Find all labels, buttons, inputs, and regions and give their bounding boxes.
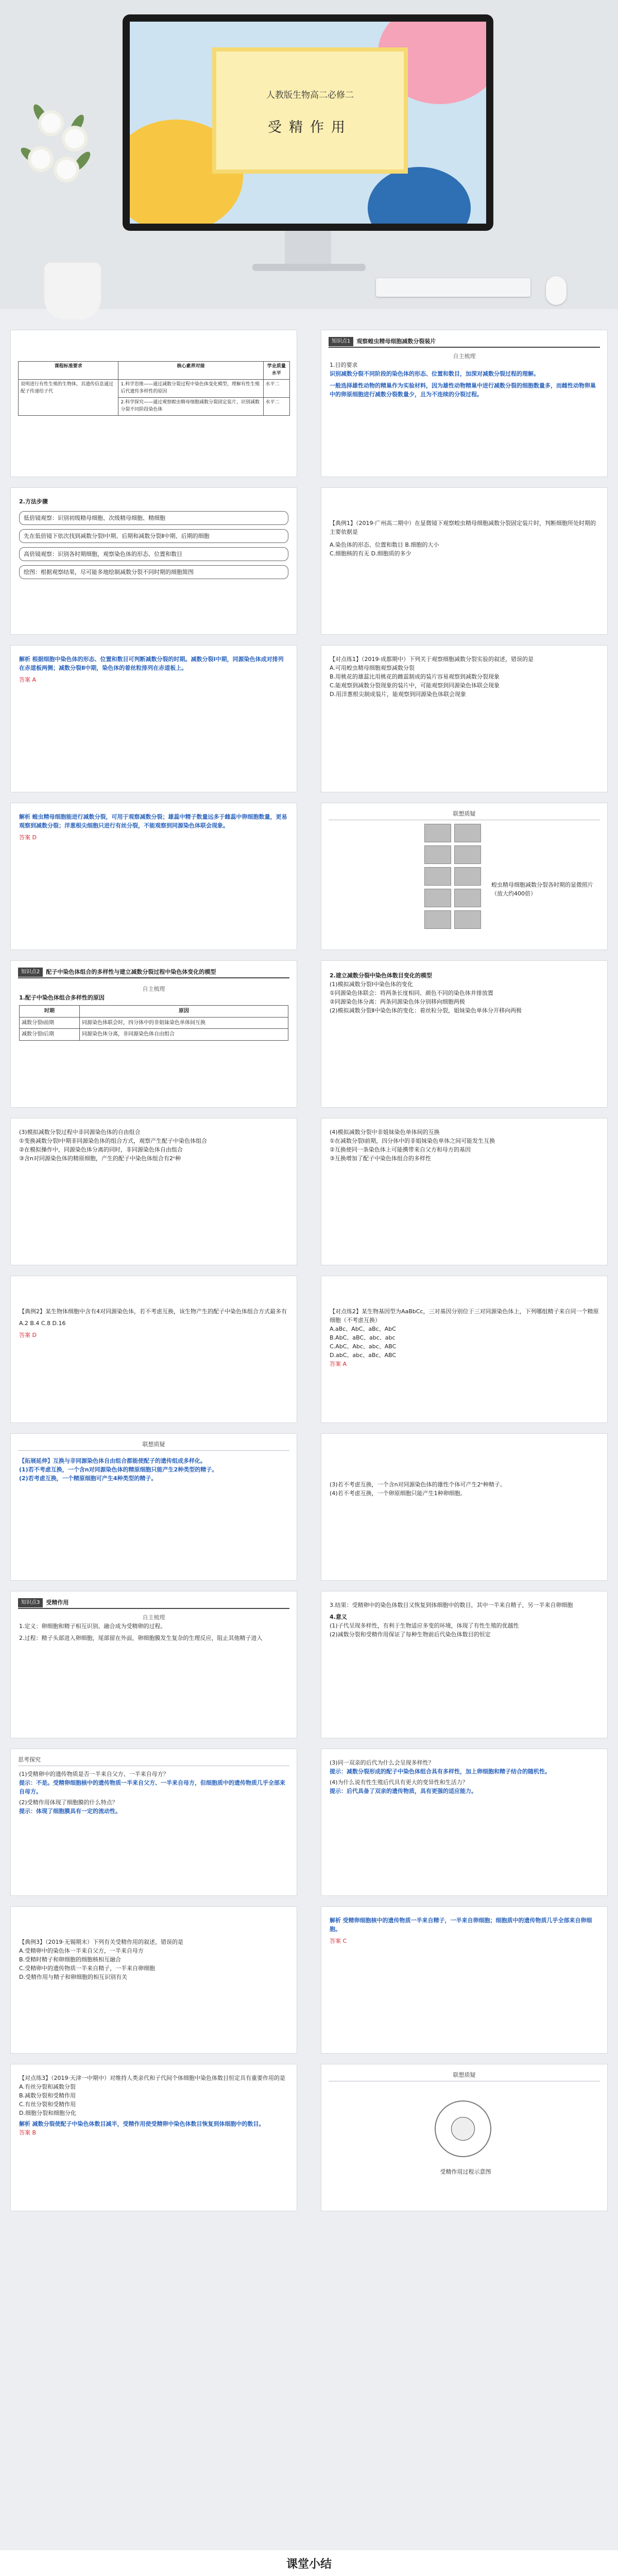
slide-9[interactable]: 知识点2 配子中染色体组合的多样性与建立减数分裂过程中染色体变化的模型 自主梳理 1.配子中染色体组合多样性的原因 时期 原因 减数分裂Ⅰ前期 同源染色体联会时，四分体中的非姐妹染色单体间互换 减数分裂Ⅰ后期 同源染色体分离，非同源染色体自由组合 (10, 960, 297, 1108)
slide-24[interactable]: 联想质疑 受精作用过程示意图 (321, 2064, 608, 2211)
fertilization-diagram (435, 2100, 491, 2157)
slide-1[interactable] (10, 330, 297, 477)
slide-22[interactable]: 解析 受精卵细胞核中的遗传物质一半来自精子，一半来自卵细胞；细胞质中的遗传物质几乎全部来自卵细胞。 答案 C (321, 1906, 608, 2054)
slide-4[interactable]: 【典例1】（2019·广州高二期中）在显微镜下观察蝗虫精母细胞减数分裂固定装片时，判断细胞所处时期的主要依据是 A.染色体的形态、位置和数目 B.细胞的大小 C.细胞核的有无 D.细胞质的多少 (321, 487, 608, 635)
slide-18[interactable]: 3.结果：受精卵中的染色体数目又恢复到体细胞中的数目，其中一半来自精子，另一半来自卵细胞 4.意义 (1)子代呈现多样性，有利于生物适应多变的环境，体现了有性生殖的优越性 (2)减数分裂和受精作用保证了每种生物前后代染色体数目的恒定 (321, 1591, 608, 1738)
flower-vase-image (15, 93, 98, 227)
slide-14[interactable]: 【对点练2】某生物基因型为AaBbCc，三对基因分别位于三对同源染色体上，下列哪组精子来自同一个精原细胞（不考虑互换） A.aBc、AbC、aBc、AbC B.AbC、aBC、abc、abc C.AbC、Abc、abc、ABC D.abC、abc、aBc、ABC 答案 A (321, 1276, 608, 1423)
cover-image (0, 0, 618, 309)
slide-20[interactable]: (3)同一双亲的后代为什么会呈现多样性？ 提示：减数分裂形成的配子中染色体组合具有多样性，加上卵细胞和精子结合的随机性。 (4)为什么说有性生殖后代具有更大的变异性和生活力？ 提示：后代具备了双亲的遗传物质，具有更强的适应能力。 (321, 1749, 608, 1896)
slide-3[interactable]: 2.方法步骤 低倍镜观察：识别初级精母细胞、次级精母细胞、精细胞 先在低倍镜下依次找到减数分裂Ⅰ中期、后期和减数分裂Ⅱ中期、后期的细胞 高倍镜观察：识别各时期细胞，观察染色体的形态、位置和数目 绘图：根据观察结果，尽可能多地绘制减数分裂不同时期的细胞简图 (10, 487, 297, 635)
slide-11[interactable]: (3)模拟减数分裂过程中非同源染色体的自由组合 ①变换减数分裂Ⅰ中期非同源染色体的组合方式，观察产生配子中染色体组合 ②在模拟操作中，同源染色体分离的同时，非同源染色体自由组合 ③含n对同源染色体的精原细胞，产生的配子中染色体组合有2ⁿ种 (10, 1118, 297, 1265)
slide-12[interactable]: (4)模拟减数分裂中非姐妹染色单体间的互换 ①在减数分裂Ⅰ前期，四分体中的非姐妹染色单体之间可能发生互换 ②互换使同一条染色体上可能携带来自父方和母方的基因 ③互换增加了配子中染色体组合的多样性 (321, 1118, 608, 1265)
slide-19[interactable]: 思考探究 (1)受精卵中的遗传物质是否一半来自父方、一半来自母方？ 提示：不是。受精卵细胞核中的遗传物质一半来自父方、一半来自母方，但细胞质中的遗传物质几乎全部来自母方。 (2)受精作用体现了细胞膜的什么特点？ 提示：体现了细胞膜具有一定的流动性。 (10, 1749, 297, 1896)
keyboard (376, 278, 530, 297)
slide-15[interactable]: 联想质疑 【拓展延伸】互换与非同源染色体自由组合都能使配子的遗传组成多样化。 (1)若不考虑互换，一个含n对同源染色体的精原细胞只能产生2种类型的精子。 (2)若考虑互换，一个精原细胞可产生4种类型的精子。 (10, 1433, 297, 1581)
cover-card (212, 47, 408, 174)
summary-section (0, 2550, 618, 2576)
summary-title: 课堂小结 (286, 2558, 332, 2571)
slide-2[interactable]: 知识点1 观察蝗虫精母细胞减数分裂装片 自主梳理 1.目的要求 识别减数分裂不同阶段的染色体的形态、位置和数目，加深对减数分裂过程的理解。 一般选择雄性动物的精巢作为实验材料，因为雄性动物精巢中进行减数分裂的细胞数量多，而雌性动物卵巢中的卵原细胞进行减数分裂数量少，且为不连续的分裂过程。 (321, 330, 608, 477)
slide-13[interactable]: 【典例2】某生物体细胞中含有4对同源染色体，若不考虑互换，该生物产生的配子中染色体组合方式最多有 A.2 B.4 C.8 D.16 答案 D (10, 1276, 297, 1423)
slide-10[interactable]: 2.建立减数分裂中染色体数目变化的模型 (1)模拟减数分裂Ⅰ中染色体的变化 ①同源染色体联会：将两条长度相同、颜色不同的染色体并排放置 ②同源染色体分离：两条同源染色体分别移向细胞两极 (2)模拟减数分裂Ⅱ中染色体的变化：着丝粒分裂，姐妹染色单体分开移向两极 (321, 960, 608, 1108)
slide-17[interactable]: 知识点3 受精作用 自主梳理 1.定义：卵细胞和精子相互识别、融合成为受精卵的过程。 2.过程：精子头部进入卵细胞，尾部留在外面，卵细胞膜发生复杂的生理反应，阻止其他精子进入 (10, 1591, 297, 1738)
slide-8[interactable]: 联想质疑 蝗虫精母细胞减数分裂各时期的显微照片（放大约400倍） (321, 803, 608, 950)
slide-6[interactable]: 【对点练1】（2019·成都期中）下列关于观察细胞减数分裂实验的叙述，错误的是 A.可用蝗虫精母细胞观察减数分裂 B.用桃花的雄蕊比用桃花的雌蕊制成的装片容易观察到减数分裂现象 C.能观察到减数分裂现象的装片中，可能观察到同源染色体联会现象 D.用洋葱根尖制成装片，能观察到同源染色体联会现象 (321, 645, 608, 792)
cover-subtitle: 人教版生物高二必修二 (266, 90, 354, 100)
monitor (123, 14, 493, 231)
cover-title: 受精作用 (268, 120, 352, 135)
slide-21[interactable]: 【典例3】（2019·无锡期末）下列有关受精作用的叙述，错误的是 A.受精卵中的染色体一半来自父方，一半来自母方 B.受精时精子和卵细胞的细胞核相互融合 C.受精卵中的遗传物质一半来自精子，一半来自卵细胞 D.受精作用与精子和卵细胞的相互识别有关 (10, 1906, 297, 2054)
slide-16[interactable]: (3)若不考虑互换，一个含n对同源染色体的雄性个体可产生2ⁿ种精子。 (4)若不考虑互换，一个卵原细胞只能产生1种卵细胞。 (321, 1433, 608, 1581)
standards-table: 课程标准要求 核心素养对接 学业质量水平 说明进行有性生殖的生物体，其遗传信息通过配子传递给子代 1.科学思维——通过减数分裂过程中染色体变化模型，理解有性生殖后代遗传多样性的原因 水平二 2.科学探究——通过观察蝗虫精母细胞减数分裂固定装片，识别减数分裂不同阶段染色体 水平二 (18, 361, 290, 416)
slide-5[interactable]: 解析 根据细胞中染色体的形态、位置和数目可判断减数分裂的时期。减数分裂Ⅰ中期，同源染色体成对排列在赤道板两侧；减数分裂Ⅱ中期，染色体的着丝粒排列在赤道板上。 答案 A (10, 645, 297, 792)
mouse (546, 276, 566, 305)
slide-23[interactable]: 【对点练3】（2019·天津一中期中）对维持人类亲代和子代间个体细胞中染色体数目恒定具有重要作用的是 A.有丝分裂和减数分裂 B.减数分裂和受精作用 C.有丝分裂和受精作用 D.细胞分裂和细胞分化 解析 减数分裂使配子中染色体数目减半，受精作用使受精卵中染色体数目恢复到体细胞中的数目。 答案 B (10, 2064, 297, 2211)
slide-7[interactable]: 解析 蝗虫精母细胞能进行减数分裂，可用于观察减数分裂；雄蕊中精子数量远多于雌蕊中卵细胞数量，更易观察到减数分裂；洋葱根尖细胞只进行有丝分裂，不能观察到同源染色体联会现象。 答案 D (10, 803, 297, 950)
